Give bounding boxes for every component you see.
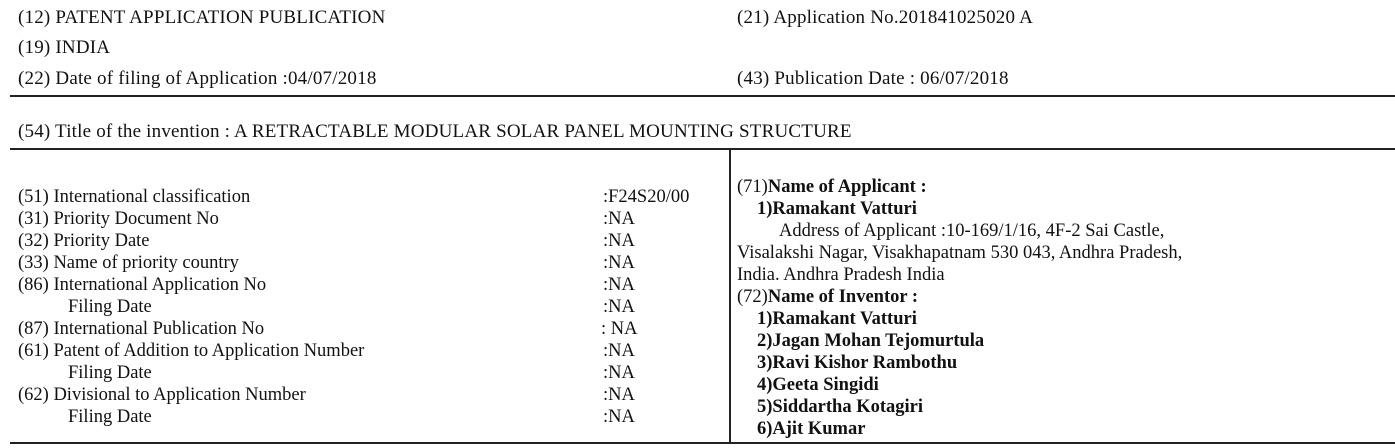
inventor-code: (72): [737, 287, 768, 307]
field-label: Filing Date: [68, 297, 152, 317]
field-value: :NA: [603, 231, 635, 251]
field-row: [18, 296, 728, 318]
field-label: Filing Date: [68, 407, 152, 427]
parties-section: [737, 176, 1182, 440]
field-row: [18, 230, 728, 252]
field-label: (32) Priority Date: [18, 231, 150, 251]
applicant-code: (71): [737, 177, 768, 197]
applicant-heading: [737, 176, 1182, 198]
field-value: :NA: [603, 407, 635, 427]
field-value: :F24S20/00: [603, 187, 690, 207]
field-label: (87) International Publication No: [18, 319, 265, 339]
applicant-name: 1)Ramakant Vatturi: [757, 199, 917, 219]
inventor-name: 2)Jagan Mohan Tejomurtula: [757, 331, 985, 351]
publication-date: (43) Publication Date : 06/07/2018: [737, 68, 1009, 89]
field-label: (62) Divisional to Application Number: [18, 385, 306, 405]
field-label: Filing Date: [68, 363, 152, 383]
field-value: :NA: [603, 297, 635, 317]
field-row: [18, 362, 728, 384]
field-label: (51) International classification: [18, 187, 251, 207]
inventor-name: 6)Ajit Kumar: [757, 419, 866, 439]
field-value: :NA: [603, 385, 635, 405]
country: (19) INDIA: [18, 37, 111, 58]
title-divider: [10, 148, 1395, 150]
field-row: [18, 406, 728, 428]
publication-type: (12) PATENT APPLICATION PUBLICATION: [18, 7, 386, 28]
field-label: (31) Priority Document No: [18, 209, 219, 229]
inventor-name: 3)Ravi Kishor Rambothu: [757, 353, 958, 373]
inventor-name: 4)Geeta Singidi: [757, 375, 879, 395]
field-row: [18, 340, 728, 362]
field-value: : NA: [601, 319, 638, 339]
inventor-name: 5)Siddartha Kotagiri: [757, 397, 923, 417]
inventor-heading: [737, 286, 1182, 308]
application-number: (21) Application No.201841025020 A: [737, 7, 1034, 28]
applicant-address-line: Address of Applicant :10-169/1/16, 4F-2 Sai Castle,: [779, 221, 1165, 241]
field-label: (86) International Application No: [18, 275, 267, 295]
field-value: :NA: [603, 209, 635, 229]
bottom-divider: [10, 442, 1395, 444]
header-divider: [10, 95, 1395, 97]
field-row: [18, 208, 728, 230]
invention-title: (54) Title of the invention : A RETRACTABLE MODULAR SOLAR PANEL MOUNTING STRUCTURE: [18, 121, 852, 142]
field-label: (61) Patent of Addition to Application Number: [18, 341, 365, 361]
bibliographic-fields: [18, 186, 728, 428]
inventor-heading-label: Name of Inventor :: [767, 287, 919, 307]
field-value: :NA: [603, 275, 635, 295]
applicant-address-line: Visalakshi Nagar, Visakhapatnam 530 043, Andhra Pradesh,: [737, 243, 1183, 263]
field-label: (33) Name of priority country: [18, 253, 239, 273]
applicant-address-line: India. Andhra Pradesh India: [737, 265, 945, 285]
filing-date: (22) Date of filing of Application :04/07/2018: [18, 68, 377, 89]
field-row: [18, 384, 728, 406]
field-row: [18, 252, 728, 274]
field-value: :NA: [603, 341, 635, 361]
field-row: [18, 274, 728, 296]
applicant-heading-label: Name of Applicant :: [767, 177, 927, 197]
field-value: :NA: [603, 253, 635, 273]
field-value: :NA: [603, 363, 635, 383]
inventor-name: 1)Ramakant Vatturi: [757, 309, 917, 329]
column-divider: [729, 149, 731, 443]
field-row: [18, 186, 728, 208]
field-row: [18, 318, 728, 340]
